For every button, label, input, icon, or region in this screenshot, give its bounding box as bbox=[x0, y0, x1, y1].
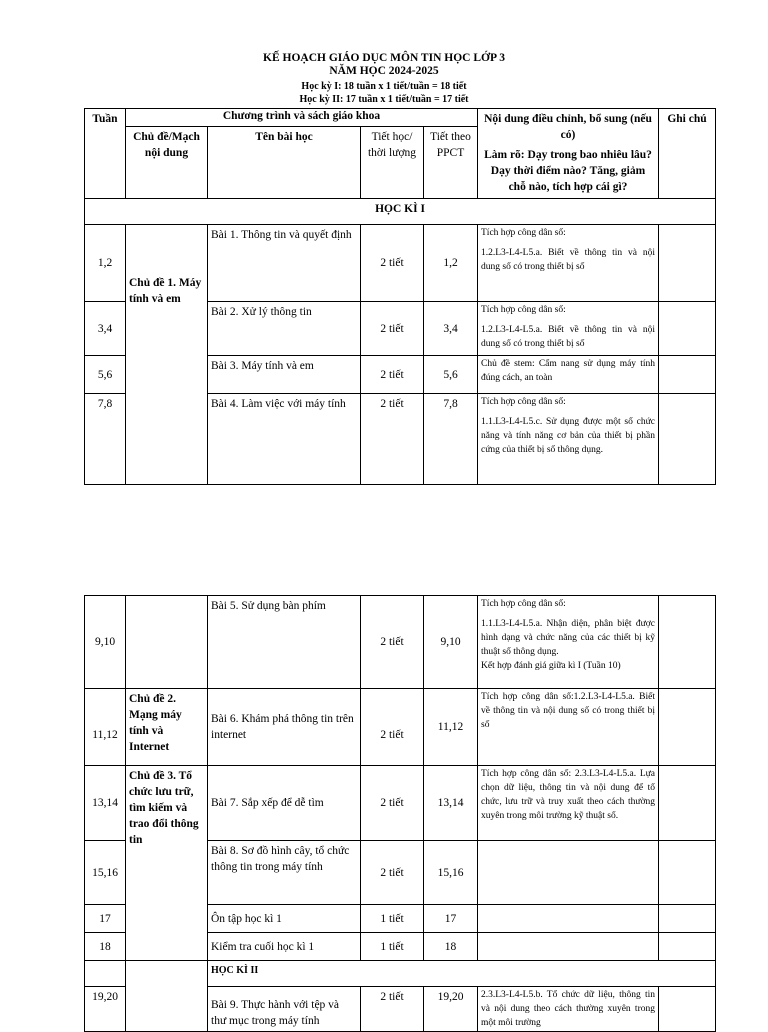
cell-tiet: 2 tiết bbox=[361, 302, 424, 356]
cell-note bbox=[478, 905, 659, 933]
col-header-group: Chương trình và sách giáo khoa bbox=[126, 109, 478, 127]
semester-1-info: Học kỳ I: 18 tuần x 1 tiết/tuần = 18 tiết bbox=[301, 81, 467, 92]
cell-tiet: 2 tiết bbox=[361, 689, 424, 766]
cell-ppct: 15,16 bbox=[424, 841, 478, 905]
cell-ppct: 5,6 bbox=[424, 356, 478, 394]
cell-tiet: 2 tiết bbox=[361, 394, 424, 485]
cell-ppct: 17 bbox=[424, 905, 478, 933]
cell-lesson: Bài 5. Sử dụng bàn phím bbox=[208, 596, 361, 689]
document-title: KẾ HOẠCH GIÁO DỤC MÔN TIN HỌC LỚP 3 bbox=[263, 52, 505, 64]
cell-lesson: Bài 1. Thông tin và quyết định bbox=[208, 225, 361, 302]
cell-lesson: Ôn tập học kì 1 bbox=[208, 905, 361, 933]
cell-ghichu bbox=[659, 689, 716, 766]
cell-ppct: 7,8 bbox=[424, 394, 478, 485]
cell-note: Tích hợp công dân số:1.2.L3-L4-L5.a. Biết về thông tin và nội dung số có trong thiết bị số bbox=[478, 689, 659, 766]
cell-tuan: 3,4 bbox=[85, 302, 126, 356]
note-line: Tích hợp công dân số: bbox=[481, 397, 566, 407]
cell-ppct: 1,2 bbox=[424, 225, 478, 302]
cell-ghichu bbox=[659, 766, 716, 841]
cell-lesson: Bài 4. Làm việc với máy tính bbox=[208, 394, 361, 485]
cell-tuan: 7,8 bbox=[85, 394, 126, 485]
cell-lesson: Bài 7. Sắp xếp để dễ tìm bbox=[208, 766, 361, 841]
cell-tiet: 2 tiết bbox=[361, 356, 424, 394]
cell-ghichu bbox=[659, 356, 716, 394]
cell-ppct: 18 bbox=[424, 933, 478, 961]
cell-tiet: 1 tiết bbox=[361, 905, 424, 933]
table-row bbox=[85, 225, 716, 302]
cell-tiet: 2 tiết bbox=[361, 766, 424, 841]
cell-note bbox=[478, 394, 659, 485]
cell-note: Chủ đề stem: Cẩm nang sử dụng máy tính đúng cách, an toàn bbox=[478, 356, 659, 394]
cell-note bbox=[478, 596, 659, 689]
cell-note: Tích hợp công dân số: 2.3.L3-L4-L5.a. Lựa chọn dữ liệu, thông tin và nội dung để tổ chức, lưu trữ và truy xuất theo cách thường xuyên trong môi trường kỹ thuật số. bbox=[478, 766, 659, 841]
note-line: Tích hợp công dân số: bbox=[481, 599, 566, 609]
topic-3: Chủ đề 3. Tổ chức lưu trữ, tìm kiếm và trao đổi thông tin bbox=[126, 766, 208, 961]
topic-1: Chủ đề 1. Máy tính và em bbox=[126, 225, 208, 485]
col-header-tuan: Tuần bbox=[85, 109, 126, 199]
note-line: 1.1.L3-L4-L5.a. Nhận diện, phân biệt được hình dạng và chức năng của các thiết bị kỹ thuật số thông dụng. bbox=[481, 619, 655, 657]
note-line: 1.2.L3-L4-L5.a. Biết về thông tin và nội dung số có trong thiết bị số bbox=[481, 248, 655, 272]
cell-ghichu bbox=[659, 225, 716, 302]
plan-table-page-1 bbox=[84, 108, 716, 485]
cell-ghichu bbox=[659, 596, 716, 689]
cell-tuan: 9,10 bbox=[85, 596, 126, 689]
cell-empty bbox=[85, 961, 126, 987]
semester-2-info: Học kỳ II: 17 tuần x 1 tiết/tuần = 17 tiết bbox=[299, 94, 469, 105]
cell-lesson: Bài 2. Xử lý thông tin bbox=[208, 302, 361, 356]
cell-tuan: 5,6 bbox=[85, 356, 126, 394]
section-hk1: HỌC KÌ I bbox=[85, 199, 716, 225]
cell-tuan: 1,2 bbox=[85, 225, 126, 302]
cell-tuan: 17 bbox=[85, 905, 126, 933]
note-line: 1.2.L3-L4-L5.a. Biết về thông tin và nội dung số có trong thiết bị số bbox=[481, 325, 655, 349]
cell-tuan: 13,14 bbox=[85, 766, 126, 841]
cell-tuan: 19,20 bbox=[85, 987, 126, 1032]
cell-tiet: 2 tiết bbox=[361, 596, 424, 689]
col-header-noidung-1: Nội dung điều chỉnh, bổ sung (nếu có) bbox=[484, 113, 652, 141]
cell-note bbox=[478, 841, 659, 905]
note-line: Tích hợp công dân số: bbox=[481, 228, 566, 238]
section-hk2: HỌC KÌ II bbox=[208, 961, 716, 987]
cell-lesson: Kiểm tra cuối học kì 1 bbox=[208, 933, 361, 961]
cell-ghichu bbox=[659, 302, 716, 356]
col-header-tiet: Tiết học/ thời lượng bbox=[361, 127, 424, 199]
table-row bbox=[85, 987, 716, 1032]
plan-table-page-2 bbox=[84, 595, 716, 1032]
topic-2: Chủ đề 2. Mạng máy tính và Internet bbox=[126, 689, 208, 766]
note-line: 1.1.L3-L4-L5.c. Sử dụng được một số chức năng và tính năng cơ bản của thiết bị phần cứng của thiết bị số thông dụng. bbox=[481, 417, 655, 455]
cell-ppct: 19,20 bbox=[424, 987, 478, 1032]
cell-topic-empty bbox=[126, 596, 208, 689]
col-header-ghichu: Ghi chú bbox=[659, 109, 716, 199]
cell-tuan: 18 bbox=[85, 933, 126, 961]
cell-topic-empty bbox=[126, 961, 208, 987]
col-header-bai: Tên bài học bbox=[208, 127, 361, 199]
cell-tiet: 2 tiết bbox=[361, 225, 424, 302]
cell-topic-empty bbox=[126, 987, 208, 1032]
cell-note bbox=[478, 302, 659, 356]
cell-note bbox=[478, 225, 659, 302]
cell-ghichu bbox=[659, 841, 716, 905]
cell-tuan: 15,16 bbox=[85, 841, 126, 905]
col-header-noidung bbox=[478, 109, 659, 199]
col-header-chude: Chủ đề/Mạch nội dung bbox=[126, 127, 208, 199]
cell-ghichu bbox=[659, 394, 716, 485]
cell-note: 2.3.L3-L4-L5.b. Tổ chức dữ liệu, thông tin và nội dung theo cách thường xuyên trong một môi trường bbox=[478, 987, 659, 1032]
cell-ppct: 3,4 bbox=[424, 302, 478, 356]
cell-ppct: 13,14 bbox=[424, 766, 478, 841]
table-row bbox=[85, 689, 716, 766]
col-header-ppct: Tiết theo PPCT bbox=[424, 127, 478, 199]
cell-ghichu bbox=[659, 905, 716, 933]
table-row bbox=[85, 596, 716, 689]
cell-lesson: Bài 3. Máy tính và em bbox=[208, 356, 361, 394]
table-row bbox=[85, 766, 716, 841]
school-year: NĂM HỌC 2024-2025 bbox=[329, 65, 439, 77]
cell-tiet: 2 tiết bbox=[361, 841, 424, 905]
cell-ppct: 9,10 bbox=[424, 596, 478, 689]
cell-tuan: 11,12 bbox=[85, 689, 126, 766]
cell-note bbox=[478, 933, 659, 961]
cell-lesson: Bài 8. Sơ đồ hình cây, tổ chức thông tin trong máy tính bbox=[208, 841, 361, 905]
note-line: Kết hợp đánh giá giữa kì I (Tuần 10) bbox=[481, 661, 621, 671]
cell-tiet: 2 tiết bbox=[361, 987, 424, 1032]
note-line: Tích hợp công dân số: bbox=[481, 305, 566, 315]
cell-ghichu bbox=[659, 987, 716, 1032]
cell-lesson: Bài 6. Khám phá thông tin trên internet bbox=[208, 689, 361, 766]
cell-tiet: 1 tiết bbox=[361, 933, 424, 961]
cell-ghichu bbox=[659, 933, 716, 961]
col-header-noidung-2: Làm rõ: Dạy trong bao nhiêu lâu? Dạy thời điểm nào? Tăng, giảm chỗ nào, tích hợp cái gì? bbox=[484, 149, 652, 193]
cell-lesson: Bài 9. Thực hành với tệp và thư mục trong máy tính bbox=[208, 987, 361, 1032]
cell-ppct: 11,12 bbox=[424, 689, 478, 766]
